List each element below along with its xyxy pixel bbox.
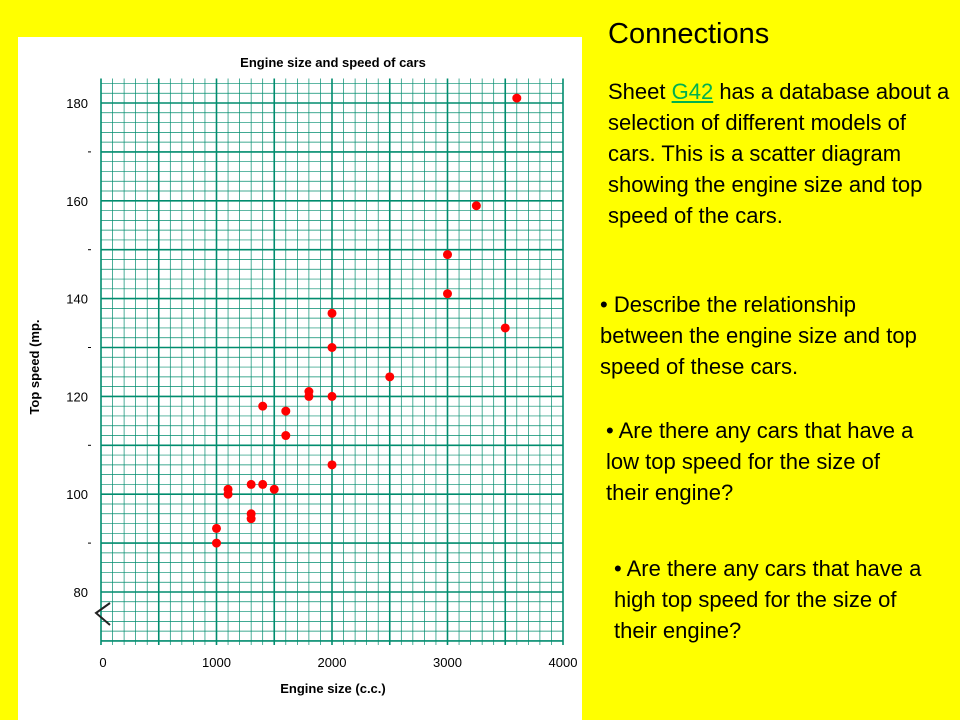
y-tick-label: 180	[66, 96, 88, 111]
data-point	[258, 402, 267, 411]
data-point	[443, 289, 452, 298]
data-point	[258, 480, 267, 489]
bullet-relationship: • Describe the relationship between the engine size and top speed of these cars.	[600, 292, 917, 379]
intro-paragraph	[608, 76, 953, 231]
x-tick-label: 0	[99, 655, 107, 670]
x-tick-label: 3000	[433, 655, 462, 670]
slide-title: Connections	[608, 18, 770, 50]
data-point	[328, 392, 337, 401]
data-point	[443, 250, 452, 259]
x-tick-label: 1000	[202, 655, 231, 670]
x-tick-label: 4000	[548, 655, 578, 670]
chart-title: Engine size and speed of cars	[240, 55, 426, 70]
sheet-link[interactable]: G42	[671, 79, 714, 104]
data-point	[212, 524, 221, 533]
data-point	[472, 201, 481, 210]
data-point	[212, 539, 221, 548]
data-point	[328, 460, 337, 469]
data-point	[328, 343, 337, 352]
intro-text-end: has a database about a selection of different models of cars. This is a scatter diagram showing the engine size and top speed of the cars.	[608, 79, 950, 228]
y-tick-label: 80	[73, 585, 88, 600]
data-point	[328, 309, 337, 318]
data-point	[385, 372, 394, 381]
intro-text-start: Sheet	[608, 79, 672, 104]
data-point	[304, 392, 313, 401]
data-point	[224, 490, 233, 499]
data-point	[247, 480, 256, 489]
y-axis-label: Top speed (mp.	[27, 319, 42, 415]
bullet-low-speed: • Are there any cars that have a low top speed for the size of their engine?	[606, 418, 914, 505]
data-point	[501, 323, 510, 332]
axis-break-icon	[96, 603, 110, 625]
data-point	[281, 431, 290, 440]
data-point	[512, 94, 521, 103]
y-tick-label: 160	[66, 193, 88, 209]
axis-ticks	[66, 96, 577, 670]
chart-grid	[101, 79, 563, 645]
data-point	[247, 514, 256, 523]
y-tick-label: 120	[66, 389, 88, 405]
data-point	[270, 485, 279, 494]
y-tick-label: 100	[66, 487, 88, 503]
y-tick-label: 140	[66, 291, 88, 307]
bullet-high-speed: • Are there any cars that have a high top speed for the size of their engine?	[614, 556, 922, 643]
chart-panel	[18, 37, 582, 720]
scatter-chart	[18, 37, 582, 720]
x-axis-label: Engine size (c.c.)	[280, 681, 386, 696]
x-tick-label: 2000	[317, 655, 347, 670]
data-point	[281, 407, 290, 416]
